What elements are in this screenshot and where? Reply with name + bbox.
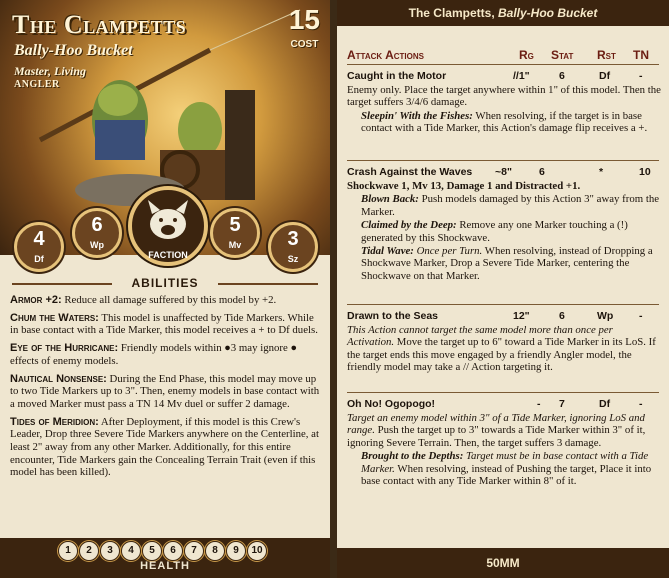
health-box-6[interactable]: 6 [163, 541, 183, 561]
action-name: Crash Against the Waves [347, 166, 473, 178]
action-name: Caught in the Motor [347, 70, 447, 82]
action-oh-no-ogopogo [347, 398, 661, 487]
col-rg: Rg [519, 48, 534, 62]
stat-sz [268, 222, 318, 272]
abilities-list [10, 294, 322, 484]
action-caught-in-the-motor [347, 70, 661, 135]
trigger-claimed-by-the-deep [361, 219, 661, 244]
back-header-name: The Clampetts, [408, 6, 495, 20]
ability-text: During the End Phase, this model may move up to two Tide Markers up to 3". Then, enemy models in base contact with a moved Marker must pass a TN 14 Mv duel or suffer 2 damage. [10, 372, 320, 410]
action-stat: 6 [559, 70, 565, 82]
action-rule [347, 392, 659, 393]
action-row [347, 310, 661, 323]
trigger-text: When resolving, instead of Pushing the target, Place it into base contact with any Tide Marker within 8" of it. [361, 462, 652, 488]
action-body [347, 324, 661, 374]
ability-text: Friendly models within ●3 may ignore ● effects of enemy models. [10, 342, 298, 367]
stat-df-label: Df [34, 254, 44, 264]
ability-text: This model is unaffected by Tide Markers. While in base contact with a Tide Marker, this model receives a + to Df duels. [10, 311, 318, 337]
health-box-4[interactable]: 4 [121, 541, 141, 561]
faction-label: FACTION [148, 250, 188, 260]
ability-text: After Deployment, if this model is this Crew's Leader, Drop three Severe Tide Markers anywhere on the Centerline, at least 2" away from any other Marker. Additionally, for this entire encounter, Tide Markers gain the Concealing Terrain Trait (even if this model has been killed). [10, 415, 319, 479]
back-header [337, 0, 669, 26]
action-tn: - [639, 310, 643, 322]
ability-nautical-nonsense [10, 373, 322, 411]
trigger-text: When resolving, instead of Dropping a Shockwave Marker, Drop a Severe Tide Marker, centering the Shockwave on that Marker. [361, 245, 653, 282]
card-divider [330, 0, 337, 578]
action-rg: //1" [513, 70, 530, 82]
base-size: 50MM [337, 548, 669, 578]
health-box-10[interactable]: 10 [247, 541, 267, 561]
action-drawn-to-the-seas [347, 310, 661, 374]
stat-sz-label: Sz [287, 254, 299, 264]
model-title: Bally-Hoo Bucket [14, 42, 133, 59]
col-rst: Rst [597, 48, 616, 62]
cost-value: 15 [288, 4, 320, 35]
health-box-8[interactable]: 8 [205, 541, 225, 561]
health-label: HEALTH [140, 560, 190, 572]
action-stat: 7 [559, 398, 565, 410]
stat-mv-label: Mv [228, 240, 242, 250]
action-rst: Df [599, 398, 611, 410]
health-box-2[interactable]: 2 [79, 541, 99, 561]
trigger-text: When resolving, if the target is in base contact with a Tide Marker, this Action's damage flip receives a +. [361, 109, 648, 135]
ability-name: Eye of the Hurricane: [10, 342, 119, 355]
trigger-name: Sleepin' With the Fishes: [361, 109, 473, 122]
action-rg: ~8" [495, 166, 512, 178]
stat-df [14, 222, 64, 272]
health-track [0, 538, 330, 578]
trigger-tidal-wave [361, 245, 661, 282]
action-name: Oh No! Ogopogo! [347, 398, 436, 410]
trigger-name: Claimed by the Deep: [361, 219, 457, 232]
back-card [337, 0, 669, 578]
health-box-9[interactable]: 9 [226, 541, 246, 561]
stat-sz-value: 3 [287, 228, 299, 250]
col-tn: TN [633, 48, 649, 62]
trigger-text: Remove any one Marker touching a (!) generated by this Shockwave. [361, 219, 628, 244]
ability-chum-the-waters [10, 312, 322, 337]
model-name: The Clampetts [12, 10, 187, 39]
ability-armor [10, 294, 322, 307]
abilities-header: ABILITIES [0, 276, 330, 292]
ability-eye-of-the-hurricane [10, 342, 322, 367]
action-tn: - [639, 70, 643, 82]
trigger [361, 110, 661, 135]
action-crash-against-the-waves [347, 166, 661, 282]
action-rg: - [537, 398, 541, 410]
keyword: ANGLER [14, 79, 60, 90]
trigger-name: Tidal Wave: [361, 245, 414, 258]
action-name: Drawn to the Seas [347, 310, 439, 322]
action-tn: - [639, 398, 643, 410]
ability-tides-of-meridion [10, 416, 322, 480]
health-box-3[interactable]: 3 [100, 541, 120, 561]
action-effect: Move the target up to 6" toward a Tide Marker in its LoS. If the target ends this move engaged by a friendly Angler model, the friendly model may take a // Action targeting it. [347, 336, 656, 374]
health-boxes [58, 540, 268, 561]
attack-actions-title: Attack Actions [347, 48, 424, 62]
action-row [347, 70, 661, 83]
action-restriction: Target an enemy model within 3" of a Tide Marker, ignoring LoS and range. [347, 412, 645, 437]
trigger-text: Push models damaged by this Action 3" away from the Marker. [361, 193, 660, 218]
action-restriction: This Action cannot target the same model more than once per Activation. [347, 324, 613, 349]
header-rule [347, 64, 659, 65]
action-stat: 6 [559, 310, 565, 322]
trigger-blown-back [361, 193, 661, 218]
action-effect: Push the target up to 3" towards a Tide Marker within 3" of it, ignoring Severe Terrain. Then, the target suffers 3 damage. [347, 424, 646, 449]
action-rst: Wp [597, 310, 614, 322]
action-body: Shockwave 1, Mv 13, Damage 1 and Distracted +1. [347, 180, 581, 192]
health-box-1[interactable]: 1 [58, 541, 78, 561]
stat-mv-value: 5 [229, 214, 241, 236]
health-box-5[interactable]: 5 [142, 541, 162, 561]
trigger-restriction: Target must be in base contact with a Tide Marker. [361, 450, 649, 475]
trigger-brought-to-the-depths [361, 450, 661, 487]
stat-wp [72, 208, 122, 258]
ability-name: Chum the Waters: [10, 311, 99, 324]
action-rst: Df [599, 70, 611, 82]
characteristics: Master, Living [14, 64, 87, 78]
action-body [347, 412, 661, 449]
action-row [347, 398, 661, 411]
ability-name: Armor +2: [10, 294, 62, 306]
cost-label: COST [290, 39, 319, 50]
stat-df-value: 4 [33, 228, 45, 250]
back-header-title: Bally-Hoo Bucket [498, 6, 598, 20]
ability-name: Nautical Nonsense: [10, 372, 107, 385]
action-row [347, 166, 661, 179]
action-stat: 6 [539, 166, 545, 178]
faction-emblem [128, 186, 208, 266]
action-rule [347, 160, 659, 161]
action-rule [347, 304, 659, 305]
trigger-restriction: Once per Turn. [413, 245, 483, 258]
trigger-name: Brought to the Depths: [361, 450, 464, 463]
health-box-7[interactable]: 7 [184, 541, 204, 561]
col-stat: Stat [551, 48, 574, 62]
action-body: Enemy only. Place the target anywhere within 1" of this model. Then the target suffers 3/4/6 damage. [347, 84, 661, 109]
stat-wp-value: 6 [91, 214, 103, 236]
stat-wp-label: Wp [90, 240, 104, 250]
action-rg: 12" [513, 310, 530, 322]
ability-text: Reduce all damage suffered by this model by +2. [61, 294, 277, 306]
ability-name: Tides of Meridion: [10, 415, 99, 428]
front-card [0, 0, 330, 578]
trigger-name: Blown Back: [361, 193, 419, 206]
cost-badge [289, 6, 320, 52]
stat-mv [210, 208, 260, 258]
action-rst: * [599, 166, 604, 178]
action-tn: 10 [639, 166, 651, 178]
